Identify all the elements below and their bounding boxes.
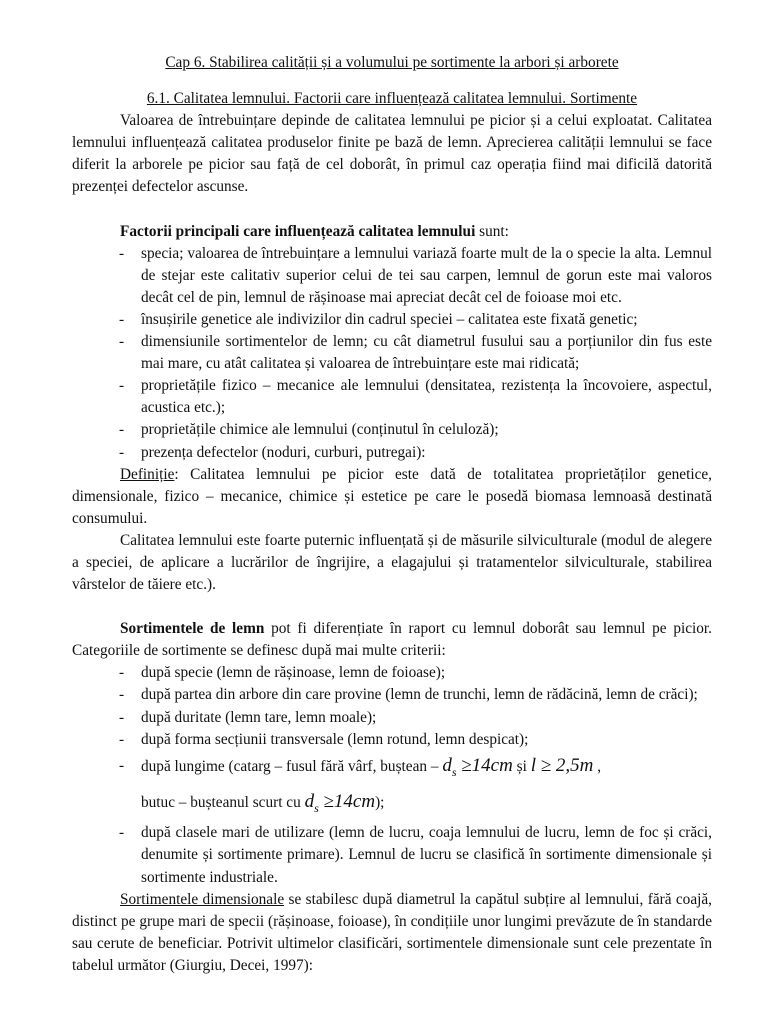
sortiment-item: - după duritate (lemn tare, lemn moale); — [72, 707, 712, 729]
bullet-dash: - — [119, 756, 125, 774]
bullet-dash: - — [119, 244, 125, 262]
definition-paragraph: Definiție: Calitatea lemnului pe picior este dată de totalitatea proprietăților genetice, dimensionale, fizico – mecanice, chimice și estetice pe care le posedă biomasa lemnoasă destinată consumului. — [72, 465, 712, 527]
chapter-title: Cap 6. Stabilirea calității și a volumului pe sortimente la arbori și arborete — [165, 54, 619, 71]
silvicultural-paragraph: Calitatea lemnului este foarte puternic influențată și de măsurile silviculturale (modul de alegere a speciei, de aplicare a lucrărilor de îngrijire, a elagajului și tratamentelor silviculturale, stabilirea vârstelor de tăiere etc.). — [72, 531, 712, 594]
factor-item: - însușirile genetice ale indivizilor din cadrul speciei – calitatea este fixată genetic; — [72, 309, 712, 331]
formula-length: l ≥ 2,5m — [530, 754, 594, 776]
bullet-dash: - — [119, 421, 125, 439]
factor-item: - proprietățile chimice ale lemnului (conținutul în celuloză); — [72, 419, 712, 441]
bullet-dash: - — [119, 664, 125, 682]
sortiment-item-length: - după lungime (catarg – fusul fără vârf, buștean – $d_s \ge 14cm$ și l ≥ 2,5m , butuc – bușteanul scurt cu $d_s \ge 14cm$); — [72, 751, 712, 823]
factor-item: - specia; valoarea de întrebuințare a lemnului variază foarte mult de la o specie la alta. Lemnul de stejar este calitativ superior celui de tei sau carpen, lemnul de gorun este mai valoros decât cel de pin, lemnul de rășinoase mai apreciat decât cel de foioase moi etc. — [119, 244, 712, 306]
sortiments-heading: Sortimentele de lemn pot fi diferențiate în raport cu lemnul doborât sau lemnul pe picior. Categoriile de sortimente se definesc după mai multe criterii: — [72, 620, 712, 660]
sortiments-list — [72, 662, 712, 888]
bullet-dash: - — [119, 310, 125, 328]
factors-list — [72, 243, 712, 464]
intro-paragraph: Valoarea de întrebuințare depinde de calitatea lemnului pe picior și a celui exploatat. Calitatea lemnului influențează calitatea produselor finite pe bază de lemn. Aprecierea calității lemnului se face diferit la arborele pe picior sau față de cel doborât, în primul caz operația fiind mai dificilă datorită prezenței defectelor ascunse. — [72, 112, 712, 196]
factor-item: - dimensiunile sortimentelor de lemn; cu cât diametrul fusului sau a porțiunilor din fus este mai mare, cu atât calitatea și valoarea de întrebuințare este mai ridicată; — [119, 333, 712, 373]
sortiment-item: - după clasele mari de utilizare (lemn de lucru, coaja lemnului de lucru, lemn de foc și crăci, denumite și sortimente primare). Lemnul de lucru se clasifică în sortimente dimensionale și sortimente industriale. — [119, 824, 712, 886]
bullet-dash: - — [119, 730, 125, 748]
bullet-dash: - — [119, 443, 125, 461]
dimensional-paragraph: Sortimentele dimensionale se stabilesc după diametrul la capătul subțire al lemnului, fără coajă, distinct pe grupe mari de specii (rășinoase, foioase), în condițiile unor lungimi prevăzute de în standarde sau cerute de beneficiar. Potrivit ultimelor clasificări, sortimentele dimensionale sunt cele prezentate în tabelul următor (Giurgiu, Decei, 1997): — [72, 890, 712, 974]
bullet-dash: - — [119, 377, 125, 395]
bullet-dash: - — [119, 824, 125, 842]
formula-ds-short: $d_s \ge 14cm$ — [304, 790, 376, 815]
factor-item: - proprietățile fizico – mecanice ale lemnului (densitatea, rezistența la încovoiere, aspectul, acustica etc.); — [119, 377, 712, 417]
formula-ds: $d_s \ge 14cm$ — [442, 754, 513, 779]
bullet-dash: - — [119, 708, 125, 726]
sortiment-item: - după forma secțiunii transversale (lemn rotund, lemn despicat); — [72, 729, 712, 751]
factors-heading: Factorii principali care influențează calitatea lemnului sunt: — [120, 222, 509, 240]
bullet-dash: - — [119, 686, 125, 704]
section-heading: 6.1. Calitatea lemnului. Factorii care influențează calitatea lemnului. Sortimente — [146, 90, 638, 108]
document-page — [72, 52, 712, 977]
sortiment-item: - după specie (lemn de rășinoase, lemn de foioase); — [72, 662, 712, 684]
sortiment-item: - după partea din arbore din care provine (lemn de trunchi, lemn de rădăcină, lemn de crăci); — [72, 684, 712, 706]
factor-item: - prezența defectelor (noduri, curburi, putregai): — [72, 442, 712, 464]
bullet-dash: - — [119, 333, 125, 351]
